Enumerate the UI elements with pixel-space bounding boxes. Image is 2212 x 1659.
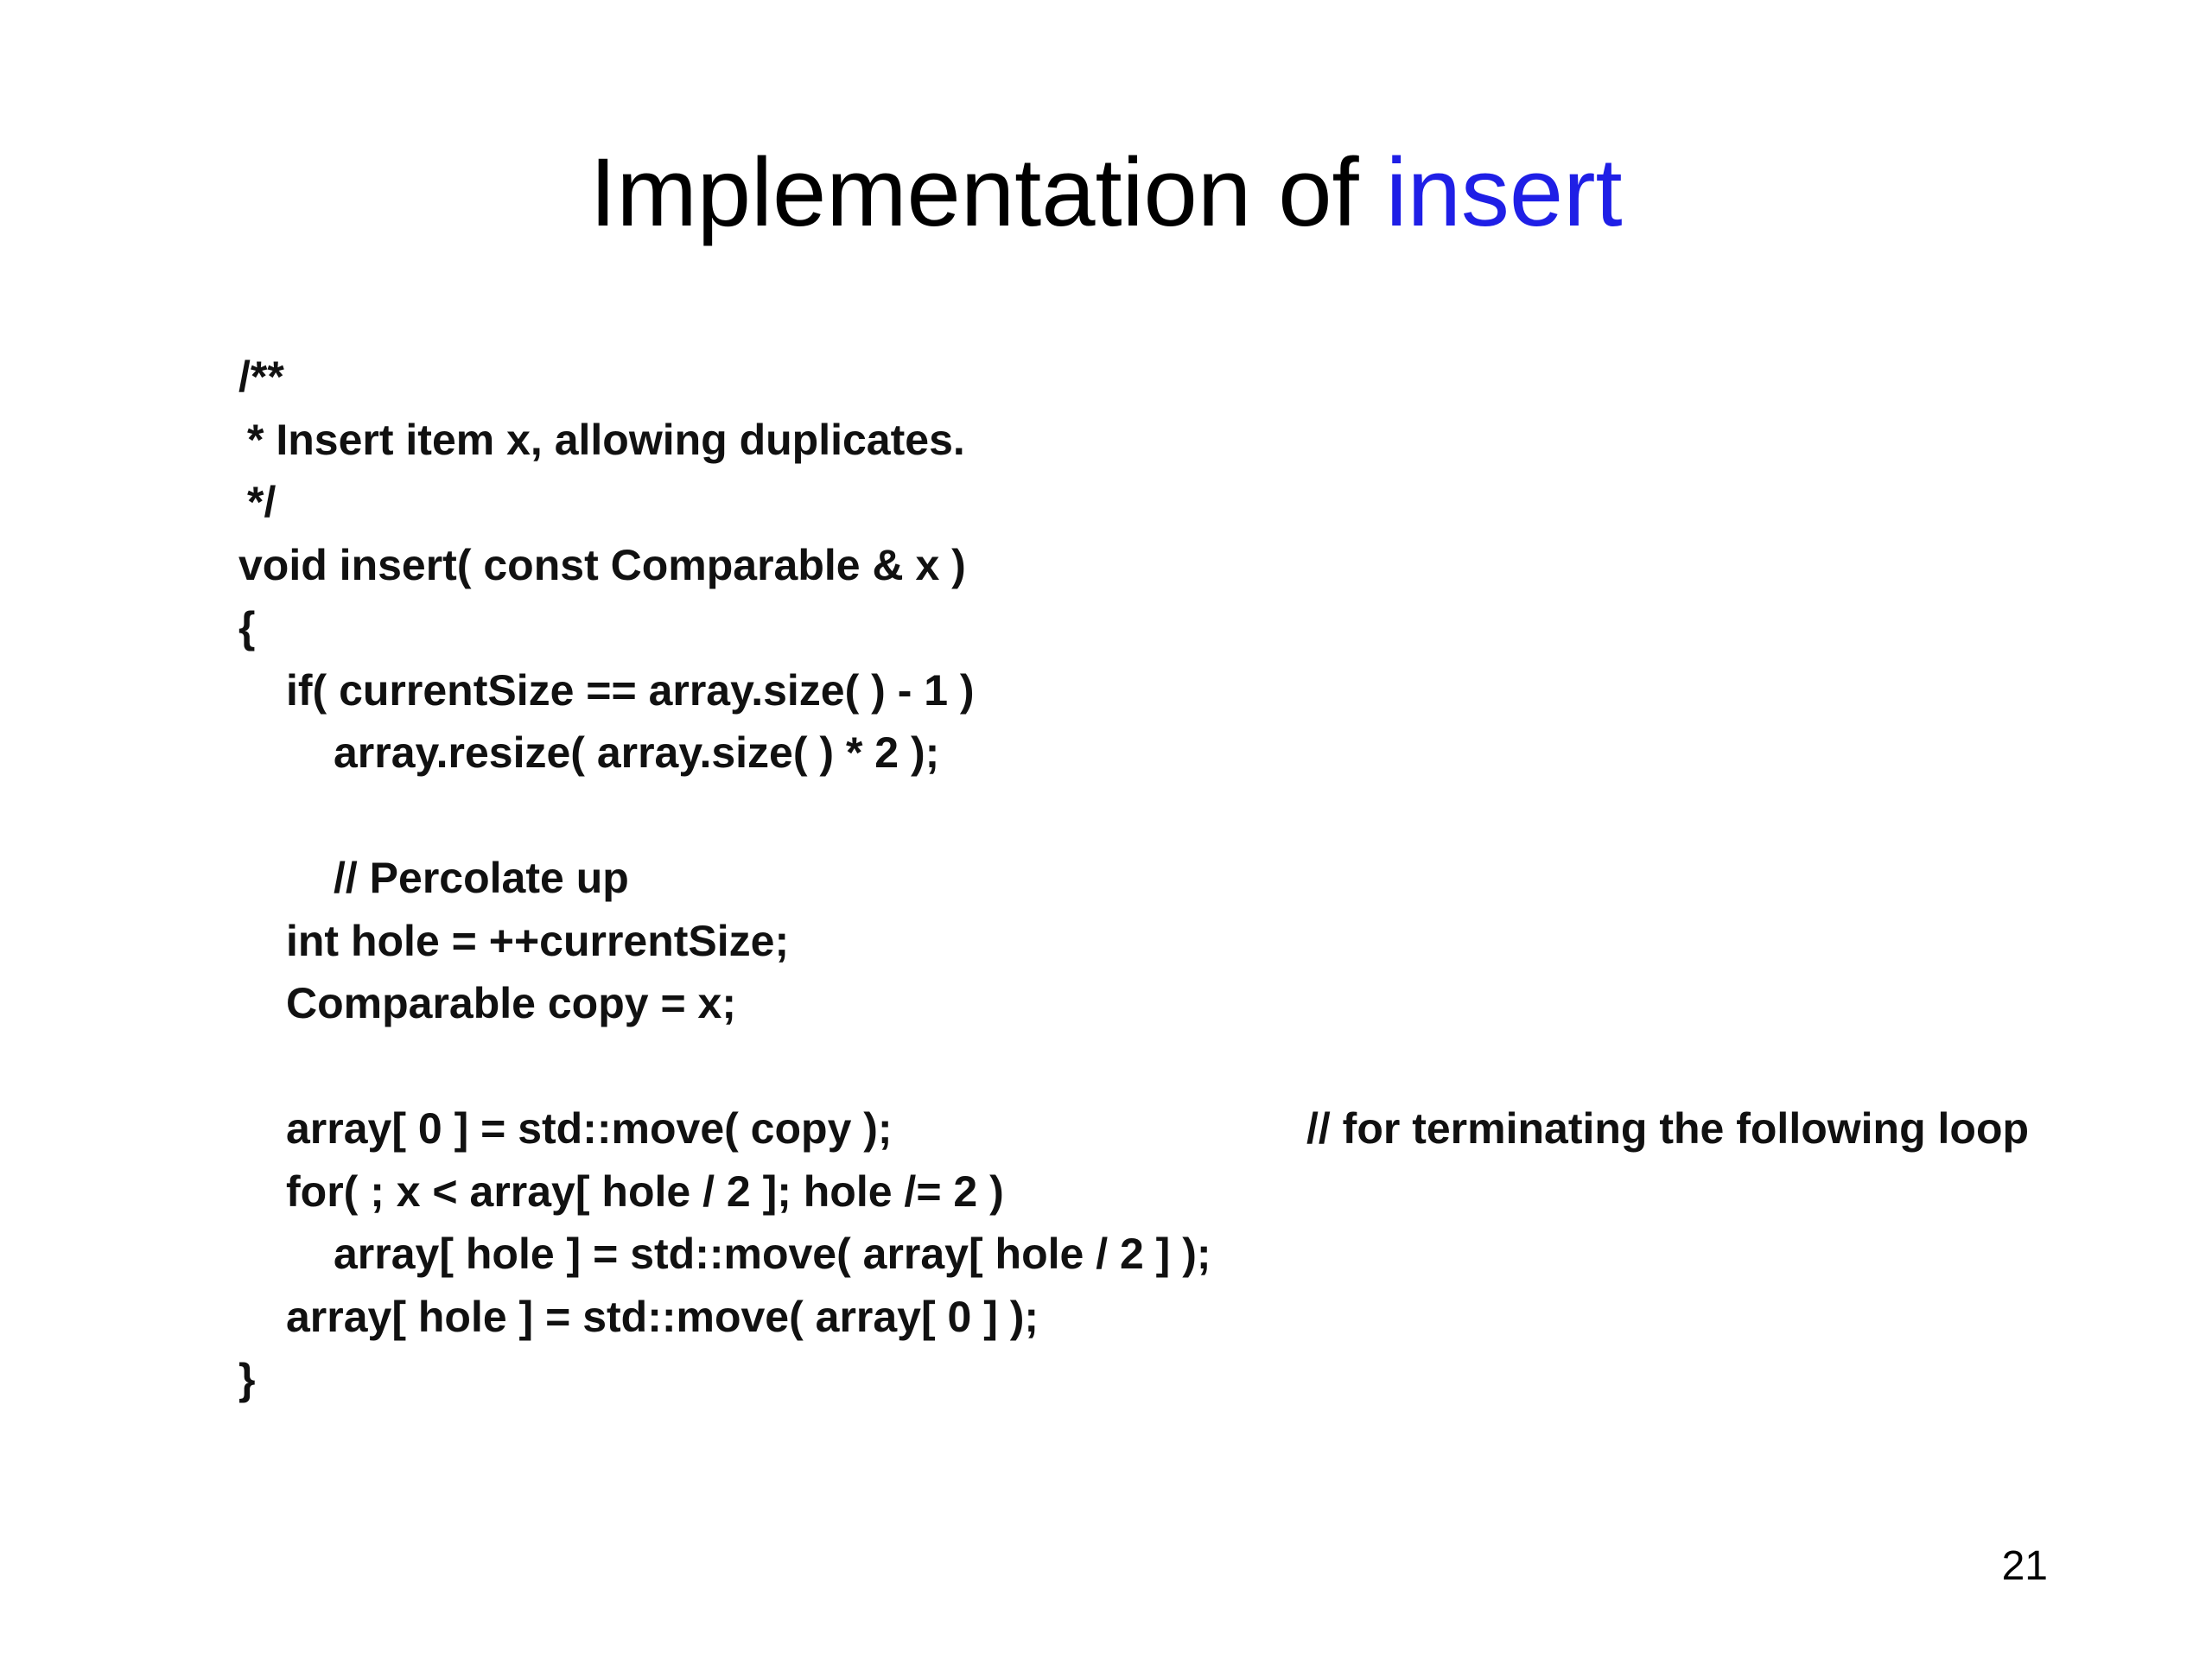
- code-line: array[ hole ] = std::move( array[ hole / 2 ] );: [334, 1230, 1211, 1278]
- code-line: array.resize( array.size( ) * 2 );: [334, 728, 940, 777]
- code-line: for( ; x < array[ hole / 2 ]; hole /= 2 ): [286, 1166, 1004, 1216]
- code-line: Comparable copy = x;: [286, 979, 736, 1027]
- code-line-blank: [238, 1035, 2139, 1098]
- slide-title-prefix: Implementation of: [589, 138, 1386, 246]
- code-line: if( currentSize == array.size( ) - 1 ): [286, 665, 975, 715]
- code-line: */: [247, 478, 276, 526]
- code-line-with-comment: [238, 1097, 2139, 1160]
- code-line-comment: // Percolate up: [334, 854, 629, 902]
- code-line: void insert( const Comparable & x ): [238, 540, 966, 589]
- code-line: int hole = ++currentSize;: [286, 916, 790, 965]
- side-comment: // for terminating the following loop: [1306, 1104, 2030, 1153]
- code-line-blank: [238, 785, 2139, 848]
- code-line: * Insert item x, allowing duplicates.: [247, 415, 965, 464]
- page-number: 21: [2001, 1543, 2048, 1589]
- code-line-text: array[ 0 ] = std::move( copy );: [286, 1104, 893, 1153]
- code-line: {: [238, 603, 256, 652]
- code-block: [238, 346, 2139, 1411]
- code-line: }: [238, 1355, 256, 1403]
- code-line: array[ hole ] = std::move( array[ 0 ] );: [286, 1292, 1039, 1341]
- code-line: /**: [238, 353, 284, 401]
- slide-title: [0, 137, 2212, 249]
- slide-title-keyword: insert: [1385, 138, 1623, 246]
